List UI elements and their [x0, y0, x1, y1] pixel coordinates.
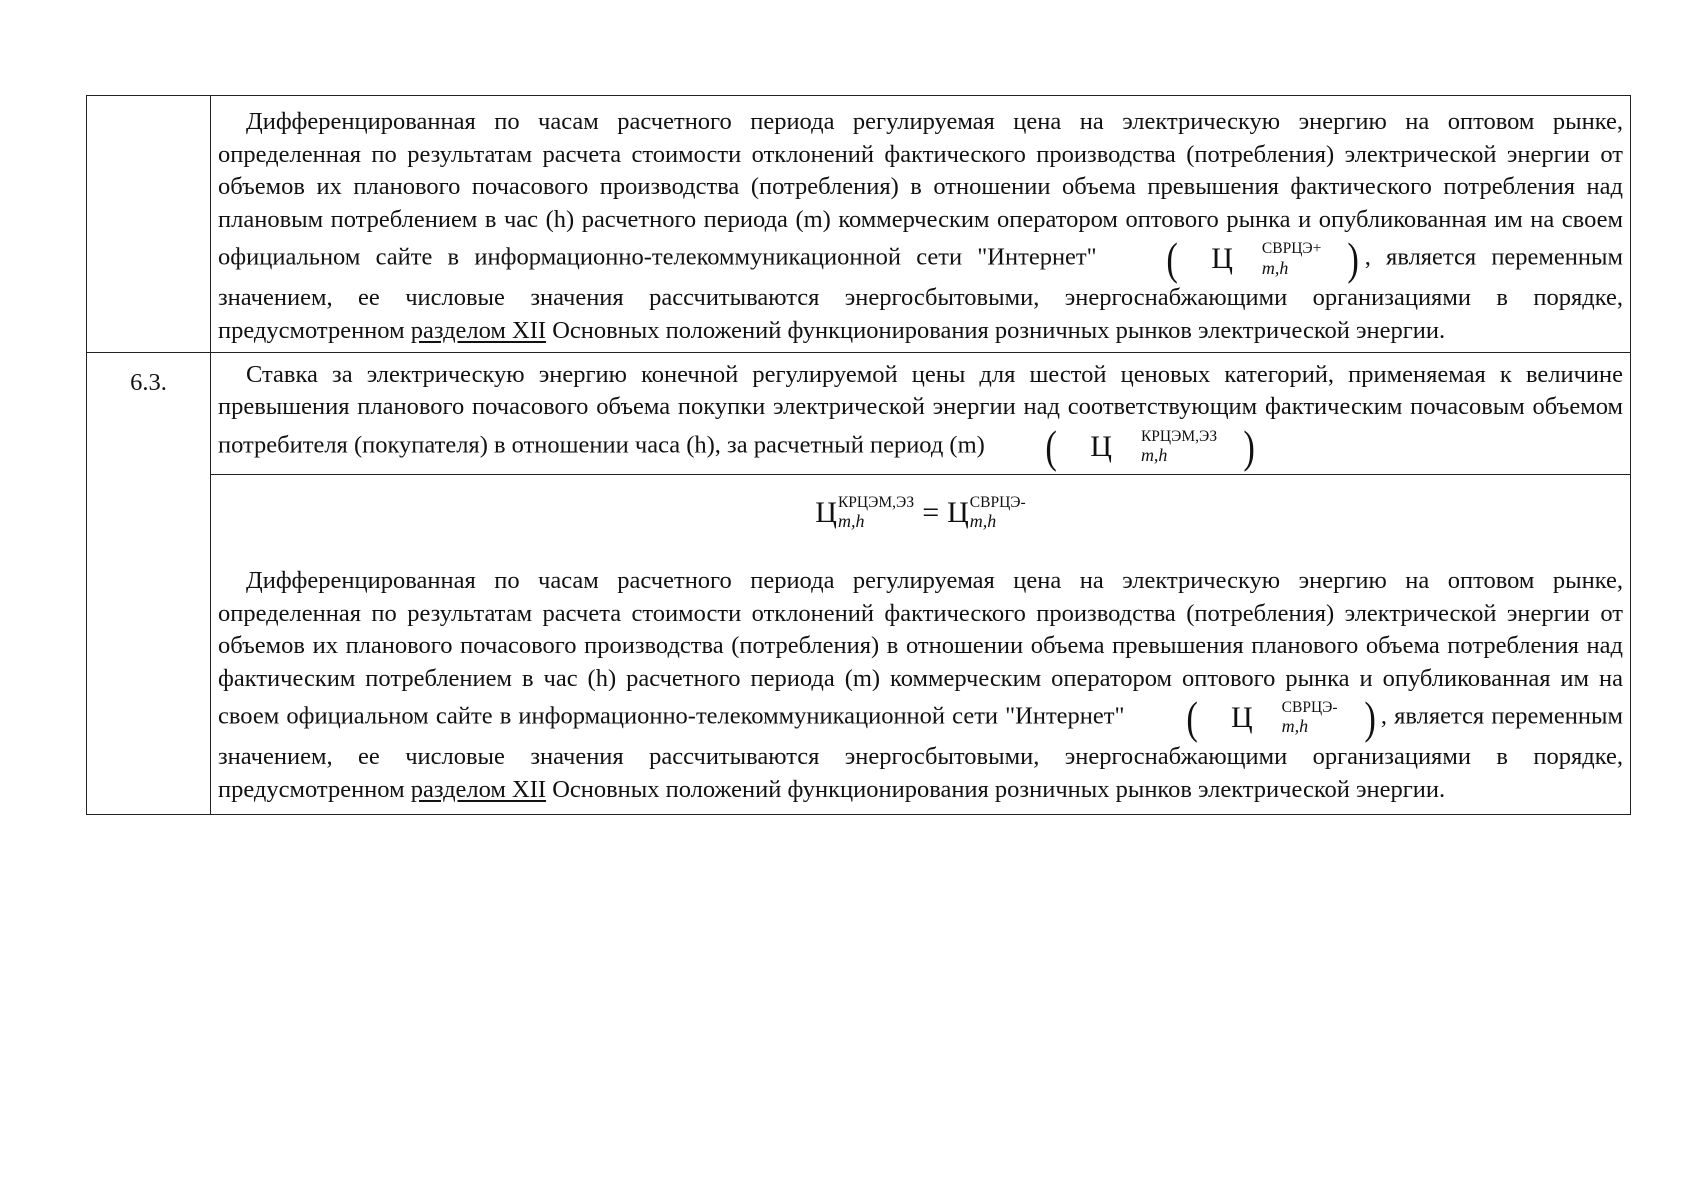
- formula-subscript: m,h: [1261, 257, 1289, 278]
- formula-symbol: Ц: [1211, 242, 1233, 276]
- row-number-cell: [87, 352, 211, 815]
- paragraph-text-end: Основных положений функционирования розничных рынков электрической энергии.: [546, 316, 1446, 344]
- formula-close-paren: ): [1347, 233, 1360, 285]
- price-definition-paragraph-plus: [218, 106, 1623, 348]
- equation-formula: [218, 495, 1623, 531]
- rate-description-cell: [211, 352, 1631, 474]
- paragraph-text: Ставка за электрическую энергию конечной регулируемой цены для шестой ценовых категорий, применяемая к величине превышения планового почасового объема покупки электрической энергии над соответствующим фактическим почасовым объемом потребителя (покупателя) в отношении часа (h), за расчетный период (m): [218, 360, 1623, 459]
- equation-lhs-subscript: m,h: [837, 511, 865, 532]
- formula-subscript: m,h: [1281, 716, 1309, 737]
- formula-close-paren: ): [1363, 692, 1376, 744]
- equation-rhs-superscript: СВРЦЭ-: [969, 493, 1026, 511]
- section-xii-link[interactable]: разделом XII: [410, 316, 547, 344]
- formula-open-paren: (: [1166, 233, 1178, 285]
- formula-superscript: СВРЦЭ-: [1281, 699, 1338, 717]
- formula-open-paren: (: [1045, 420, 1057, 472]
- equation-rhs-symbol: Ц: [947, 495, 969, 529]
- table-row-continuation: [87, 96, 1631, 353]
- equation-lhs-superscript: КРЦЭМ,ЭЗ: [837, 493, 915, 511]
- equals-sign: =: [922, 495, 940, 529]
- equation-lhs-symbol: Ц: [815, 495, 837, 529]
- formula-symbol: Ц: [1230, 701, 1253, 735]
- row-number: 6.3.: [130, 368, 167, 396]
- table-row-6-3: [87, 352, 1631, 474]
- paragraph-text: Дифференцированная по часам расчетного периода регулируемая цена на электрическую энергию на оптовом рынке, определенная по результатам расчета стоимости отклонений фактического производства (потребления) электрической энергии от объемов их планового почасового производства (потребления) в отношении объема превышения планового объема потребления над фактическим потреблением в час (h) расчетного периода (m) коммерческим оператором оптового рынка и опубликованная им на своем официальном сайте в информационно-телекоммуникационной сети "Интернет": [218, 566, 1623, 730]
- formula-close-paren: ): [1243, 420, 1256, 472]
- paragraph-text-continued: , является переменным значением, ее числовые значения рассчитываются энергосбытовыми, энергоснабжающими организациями в порядке, предусмотренном: [218, 244, 1623, 344]
- price-definition-paragraph-minus: [218, 565, 1623, 807]
- row-number-cell-empty: [87, 96, 211, 353]
- formula-svrce-minus: [1132, 692, 1381, 744]
- formula-svrce-plus: [1112, 233, 1365, 285]
- equation-rhs-subscript: m,h: [969, 511, 997, 532]
- regulation-table: [86, 95, 1631, 815]
- paragraph-text-continued: , является переменным значением, ее числовые значения рассчитываются энергосбытовыми, энергоснабжающими организациями в порядке, предусмотренном: [218, 702, 1623, 803]
- formula-superscript: СВРЦЭ+: [1261, 240, 1322, 258]
- formula-subscript: m,h: [1140, 444, 1168, 465]
- rate-description-paragraph: [218, 359, 1623, 470]
- formula-superscript: КРЦЭМ,ЭЗ: [1140, 427, 1218, 445]
- formula-krcem-ez: [991, 420, 1261, 472]
- formula-symbol: Ц: [1090, 429, 1112, 463]
- paragraph-text: Дифференцированная по часам расчетного периода регулируемая цена на электрическую энергию на оптовом рынке, определенная по результатам расчета стоимости отклонений фактического производства (потребления) электрической энергии от объемов их планового почасового производства (потребления) в отношении объема превышения фактического потребления над плановым потреблением в час (h) расчетного периода (m) коммерческим оператором оптового рынка и опубликованная им на своем официальном сайте в информационно-телекоммуникационной сети "Интернет": [218, 108, 1623, 271]
- table-row-equation: [87, 474, 1631, 815]
- paragraph-text-end: Основных положений функционирования розничных рынков электрической энергии.: [546, 775, 1446, 803]
- formula-open-paren: (: [1186, 692, 1198, 744]
- section-xii-link[interactable]: разделом XII: [410, 775, 547, 803]
- price-definition-cell-plus: [211, 96, 1631, 353]
- equation-cell: [211, 474, 1631, 815]
